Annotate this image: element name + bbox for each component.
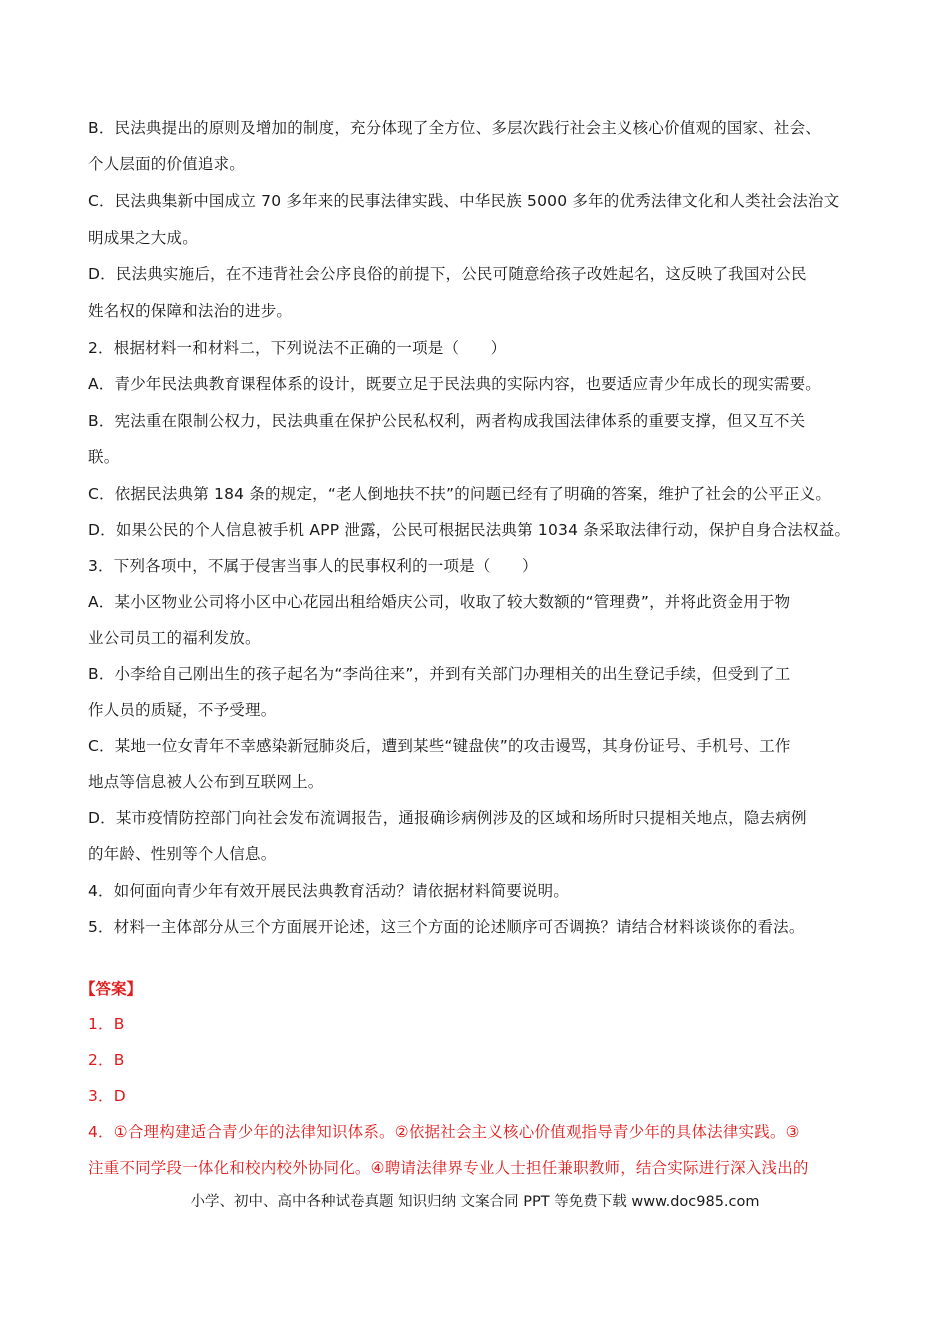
text-line: 3．下列各项中，不属于侵害当事人的民事权利的一项是（ ） [88, 557, 538, 575]
text-line: 作人员的质疑，不予受理。 [88, 701, 277, 719]
text-line: C．依据民法典第 184 条的规定，“老人倒地扶不扶”的问题已经有了明确的答案，维护了社会的公平正义。 [88, 485, 832, 503]
answer-heading: 【答案】 [80, 980, 143, 998]
text-line: 明成果之大成。 [88, 229, 198, 247]
text-line: B．小李给自己刚出生的孩子起名为“李尚往来”，并到有关部门办理相关的出生登记手续，但受到了工 [88, 665, 791, 683]
text-line: 联。 [88, 448, 120, 466]
answer-line: 2．B [88, 1051, 125, 1069]
text-line: 业公司员工的福利发放。 [88, 629, 261, 647]
text-line: 2．根据材料一和材料二，下列说法不正确的一项是（ ） [88, 339, 507, 357]
answer-line: 1．B [88, 1015, 125, 1033]
answer-line: 3．D [88, 1087, 126, 1105]
text-line: 个人层面的价值追求。 [88, 155, 246, 173]
text-line: A．某小区物业公司将小区中心花园出租给婚庆公司，收取了较大数额的“管理费”，并将此资金用于物 [88, 593, 791, 611]
text-line: D．如果公民的个人信息被手机 APP 泄露，公民可根据民法典第 1034 条采取法律行动，保护自身合法权益。 [88, 521, 851, 539]
text-line: 的年龄、性别等个人信息。 [88, 845, 277, 863]
text-line: A．青少年民法典教育课程体系的设计，既要立足于民法典的实际内容，也要适应青少年成长的现实需要。 [88, 375, 822, 393]
text-line: B．民法典提出的原则及增加的制度，充分体现了全方位、多层次践行社会主义核心价值观的国家、社会、 [88, 119, 822, 137]
text-line: 4．如何面向青少年有效开展民法典教育活动？请依据材料简要说明。 [88, 882, 570, 900]
text-line: 地点等信息被人公布到互联网上。 [88, 773, 324, 791]
text-line: D．民法典实施后，在不违背社会公序良俗的前提下，公民可随意给孩子改姓起名，这反映了我国对公民 [88, 265, 807, 283]
text-line: B．宪法重在限制公权力，民法典重在保护公民私权利，两者构成我国法律体系的重要支撑，但又互不关 [88, 412, 806, 430]
answer-line: 注重不同学段一体化和校内校外协同化。④聘请法律界专业人士担任兼职教师，结合实际进行深入浅出的 [88, 1159, 809, 1177]
page-footer: 小学、初中、高中各种试卷真题 知识归纳 文案合同 PPT 等免费下载 www.doc985.com [190, 1194, 760, 1210]
text-line: C．民法典集新中国成立 70 多年来的民事法律实践、中华民族 5000 多年的优秀法律文化和人类社会法治文 [88, 192, 840, 210]
text-line: C．某地一位女青年不幸感染新冠肺炎后，遭到某些“键盘侠”的攻击谩骂，其身份证号、手机号、工作 [88, 737, 791, 755]
text-line: 姓名权的保障和法治的进步。 [88, 302, 293, 320]
text-line: 5．材料一主体部分从三个方面展开论述，这三个方面的论述顺序可否调换？请结合材料谈谈你的看法。 [88, 918, 805, 936]
text-line: D．某市疫情防控部门向社会发布流调报告，通报确诊病例涉及的区域和场所时只提相关地点，隐去病例 [88, 809, 807, 827]
answer-line: 4．①合理构建适合青少年的法律知识体系。②依据社会主义核心价值观指导青少年的具体法律实践。③ [88, 1123, 800, 1141]
